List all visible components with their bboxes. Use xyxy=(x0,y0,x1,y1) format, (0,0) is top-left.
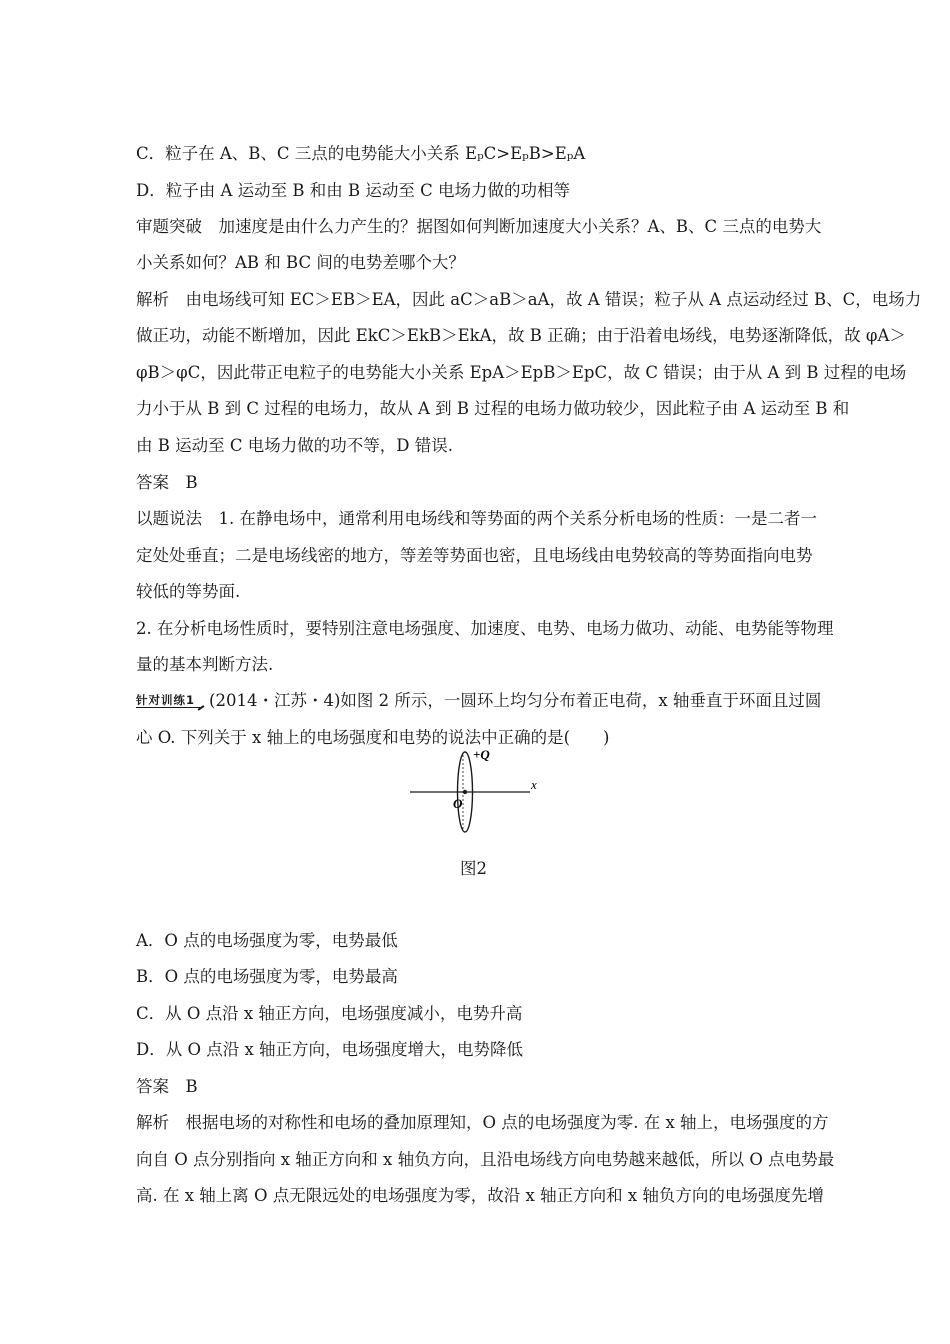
shenti-line-2: 小关系如何？AB 和 BC 间的电势差哪个大？ xyxy=(136,253,465,272)
option-c: C．从 O 点沿 x 轴正方向，电场强度减小，电势升高 xyxy=(136,1004,523,1023)
option-d-prev: D．粒子由 A 运动至 B 和由 B 运动至 C 电场力做的功相等 xyxy=(136,181,570,200)
option-a: A．O 点的电场强度为零，电势最低 xyxy=(136,931,398,950)
training-tag: 针对训练1 xyxy=(136,693,201,708)
training-text: (2014・江苏・4)如图 2 所示，一圆环上均匀分布着正电荷，x 轴垂直于环面且过圆 xyxy=(209,691,822,710)
jiexi-1-line-3: φB＞φC，因此带正电粒子的电势能大小关系 EpA＞EpB＞EpC，故 C 错误；由于从 A 到 B 过程的电场 xyxy=(136,363,907,382)
jiexi-2-line-2: 向自 O 点分别指向 x 轴正方向和 x 轴负方向，且沿电场线方向电势越来越低，所以 O 点电势最 xyxy=(136,1150,835,1169)
jiexi-1-line-5: 由 B 运动至 C 电场力做的功不等，D 错误. xyxy=(136,436,453,455)
yiti-line-2: 定处处垂直；二是电场线密的地方，等差等势面也密，且电场线由电势较高的等势面指向电势 xyxy=(136,546,813,565)
option-c-prev: C．粒子在 A、B、C 三点的电势能大小关系 EₚC>EₚB>EₚA xyxy=(136,144,586,163)
figure-caption: 图2 xyxy=(460,859,487,878)
yiti-line-5: 量的基本判断方法. xyxy=(136,655,274,674)
shenti-line-1: 审题突破 加速度是由什么力产生的？据图如何判断加速度大小关系？A、B、C 三点的电势大 xyxy=(136,217,822,236)
label-x: x xyxy=(531,777,537,792)
jiexi-1-line-1: 解析 由电场线可知 EC＞EB＞EA，因此 aC＞aB＞aA，故 A 错误；粒子从 A 点运动经过 B、C，电场力 xyxy=(136,290,922,309)
jiexi-1-line-4: 力小于从 B 到 C 过程的电场力，故从 A 到 B 过程的电场力做功较少，因此粒子由 A 运动至 B 和 xyxy=(136,399,850,418)
answer-2: 答案 B xyxy=(136,1077,198,1096)
label-o: O xyxy=(453,796,463,811)
yiti-line-4: 2. 在分析电场性质时，要特别注意电场强度、加速度、电势、电场力做功、动能、电势能等物理 xyxy=(136,619,834,638)
option-b: B．O 点的电场强度为零，电势最高 xyxy=(136,967,398,986)
training-line-1 xyxy=(136,690,821,712)
ring-figure xyxy=(405,745,555,845)
jiexi-1-line-2: 做正功，动能不断增加，因此 EkC＞EkB＞EkA，故 B 正确；由于沿着电场线，电势逐渐降低，故 φA＞ xyxy=(136,326,906,345)
yiti-line-1: 以题说法 1. 在静电场中，通常利用电场线和等势面的两个关系分析电场的性质：一是二者一 xyxy=(136,509,817,528)
yiti-line-3: 较低的等势面. xyxy=(136,582,241,601)
answer-1: 答案 B xyxy=(136,473,198,492)
option-d: D．从 O 点沿 x 轴正方向，电场强度增大，电势降低 xyxy=(136,1040,524,1059)
training-line-2: 心 O. 下列关于 x 轴上的电场强度和电势的说法中正确的是( ) xyxy=(136,728,610,747)
center-point xyxy=(463,790,467,794)
jiexi-2-line-1: 解析 根据电场的对称性和电场的叠加原理知，O 点的电场强度为零. 在 x 轴上，电场强度的方 xyxy=(136,1113,829,1132)
jiexi-2-line-3: 高. 在 x 轴上离 O 点无限远处的电场强度为零，故沿 x 轴正方向和 x 轴负方向的电场强度先增 xyxy=(136,1186,824,1205)
label-plus-q: +Q xyxy=(473,747,490,762)
